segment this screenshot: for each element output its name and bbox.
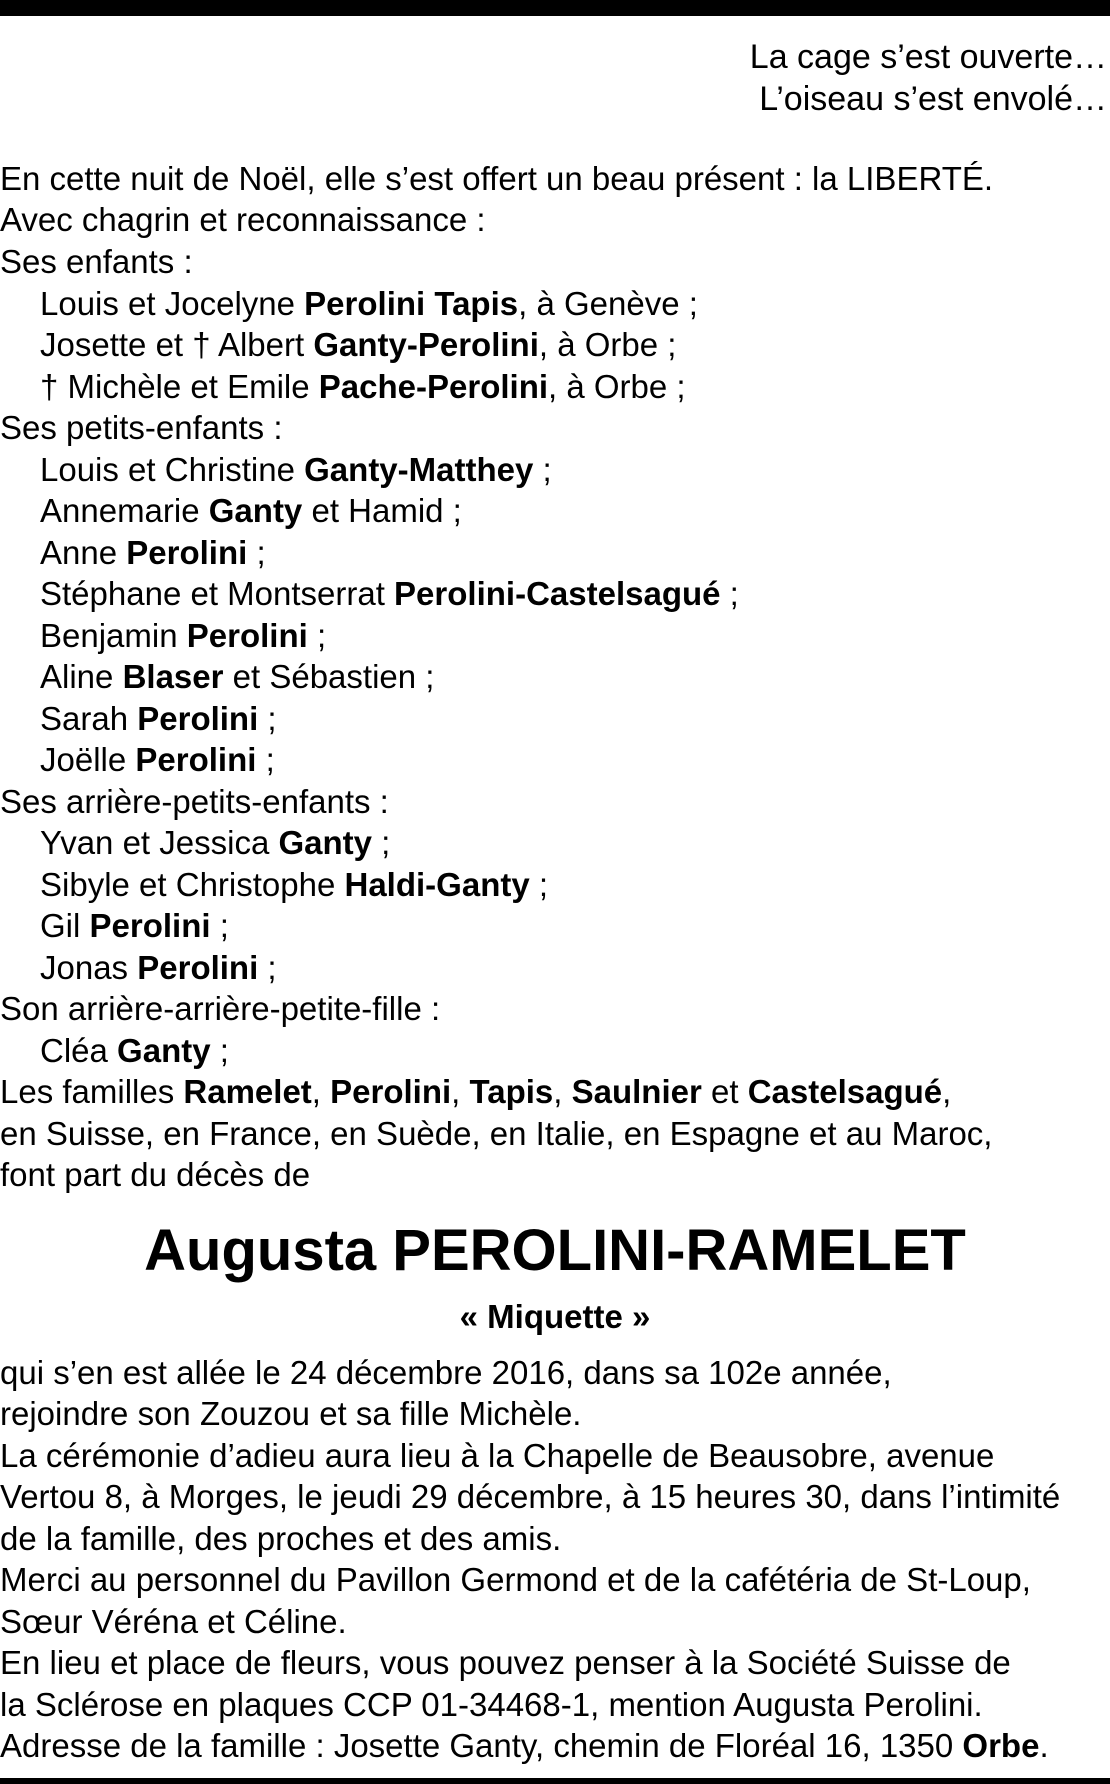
intro-line: Avec chagrin et reconnaissance :	[0, 201, 486, 238]
closing-line: Sœur Véréna et Céline.	[0, 1603, 347, 1640]
deceased-nickname: « Miquette »	[459, 1298, 651, 1335]
closing-line: de la famille, des proches et des amis.	[0, 1520, 562, 1557]
family-entry: Aline Blaser et Sébastien ;	[40, 658, 435, 695]
familles-countries: en Suisse, en France, en Suède, en Italie, en Espagne et au Maroc,	[0, 1115, 993, 1152]
deceased-name: Augusta PEROLINI-RAMELET	[144, 1218, 966, 1283]
family-address: Adresse de la famille : Josette Ganty, chemin de Floréal 16, 1350 Orbe.	[0, 1727, 1049, 1764]
familles-line: Les familles Ramelet, Perolini, Tapis, Saulnier et Castelsagué,	[0, 1073, 952, 1110]
section-heading-enfants: Ses enfants :	[0, 243, 193, 280]
epigraph-line: La cage s’est ouverte…	[749, 38, 1107, 76]
epigraph-line: L’oiseau s’est envolé…	[759, 80, 1107, 118]
closing-line: Merci au personnel du Pavillon Germond et de la cafétéria de St-Loup,	[0, 1561, 1031, 1598]
closing-line: rejoindre son Zouzou et sa fille Michèle.	[0, 1395, 582, 1432]
family-entry: † Michèle et Emile Pache-Perolini, à Orbe ;	[40, 368, 686, 405]
family-entry: Sarah Perolini ;	[40, 700, 277, 737]
family-entry: Louis et Jocelyne Perolini Tapis, à Genève ;	[40, 285, 698, 322]
bottom-rule	[0, 1778, 1110, 1784]
epigraph	[750, 36, 1107, 120]
closing-line: La cérémonie d’adieu aura lieu à la Chapelle de Beausobre, avenue	[0, 1437, 995, 1474]
closing-line: qui s’en est allée le 24 décembre 2016, dans sa 102e année,	[0, 1354, 892, 1391]
family-entry: Annemarie Ganty et Hamid ;	[40, 492, 462, 529]
closing-line: En lieu et place de fleurs, vous pouvez penser à la Société Suisse de	[0, 1644, 1011, 1681]
closing-line: Vertou 8, à Morges, le jeudi 29 décembre, à 15 heures 30, dans l’intimité	[0, 1478, 1061, 1515]
family-entry: Josette et † Albert Ganty-Perolini, à Orbe ;	[40, 326, 677, 363]
family-entry: Yvan et Jessica Ganty ;	[40, 824, 391, 861]
section-heading-arriere-arriere: Son arrière-arrière-petite-fille :	[0, 990, 441, 1027]
family-entry: Joëlle Perolini ;	[40, 741, 275, 778]
familles-announce: font part du décès de	[0, 1156, 311, 1193]
section-heading-petits-enfants: Ses petits-enfants :	[0, 409, 283, 446]
intro-line: En cette nuit de Noël, elle s’est offert un beau présent : la LIBERTÉ.	[0, 160, 994, 197]
family-entry: Gil Perolini ;	[40, 907, 229, 944]
family-entry: Louis et Christine Ganty-Matthey ;	[40, 451, 552, 488]
closing-line: la Sclérose en plaques CCP 01-34468-1, mention Augusta Perolini.	[0, 1686, 983, 1723]
section-heading-arriere-petits-enfants: Ses arrière-petits-enfants :	[0, 783, 389, 820]
family-entry: Sibyle et Christophe Haldi-Ganty ;	[40, 866, 549, 903]
family-entry: Cléa Ganty ;	[40, 1032, 229, 1069]
family-entry: Jonas Perolini ;	[40, 949, 277, 986]
top-rule	[0, 0, 1110, 16]
family-entry: Benjamin Perolini ;	[40, 617, 327, 654]
family-entry: Anne Perolini ;	[40, 534, 266, 571]
family-entry: Stéphane et Montserrat Perolini-Castelsagué ;	[40, 575, 739, 612]
